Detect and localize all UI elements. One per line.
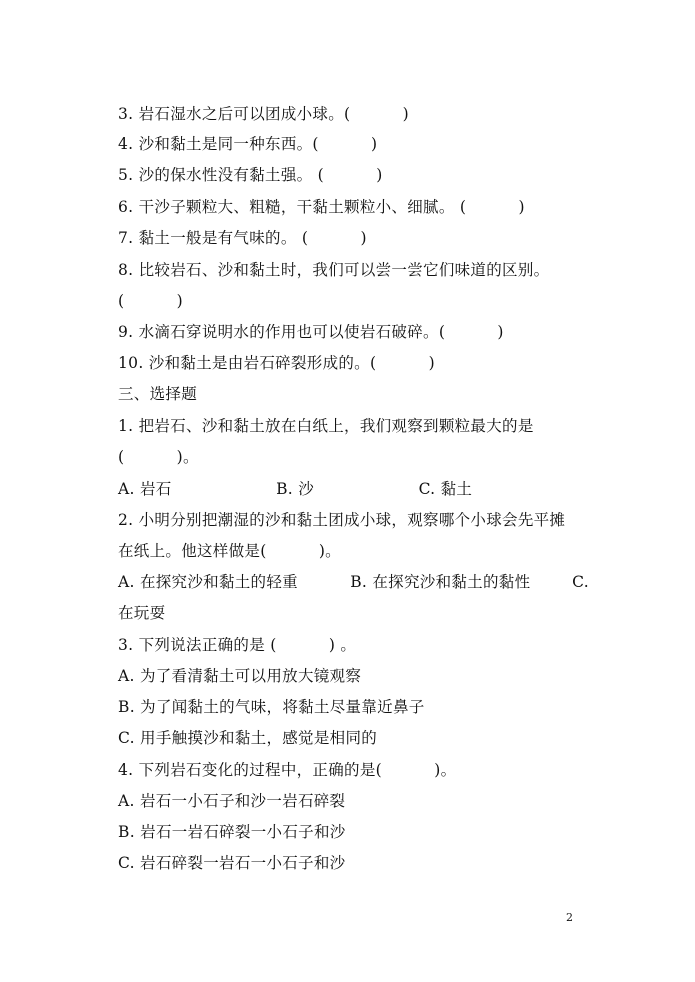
judgment-item-8: 8. 比较岩石、沙和黏土时，我们可以尝一尝它们味道的区别。 — [118, 261, 550, 279]
choice-question-1-blank: ( )。 — [118, 448, 199, 466]
choice-question-1-options: A. 岩石 B. 沙 C. 黏土 — [118, 480, 473, 498]
judgment-item-9: 9. 水滴石穿说明水的作用也可以使岩石破碎。( ) — [118, 323, 504, 341]
choice-question-2-cont: 在纸上。他这样做是( )。 — [118, 542, 341, 560]
choice-question-4: 4. 下列岩石变化的过程中，正确的是( )。 — [118, 761, 457, 779]
choice-question-4-option-a: A. 岩石一小石子和沙一岩石碎裂 — [118, 792, 346, 810]
choice-question-4-option-b: B. 岩石一岩石碎裂一小石子和沙 — [118, 823, 346, 841]
judgment-item-6: 6. 干沙子颗粒大、粗糙，干黏土颗粒小、细腻。 ( ) — [118, 198, 525, 216]
section-heading-choice: 三、选择题 — [118, 385, 198, 403]
judgment-item-7: 7. 黏土一般是有气味的。 ( ) — [118, 229, 367, 247]
judgment-item-5: 5. 沙的保水性没有黏土强。 ( ) — [118, 166, 383, 184]
choice-question-2-options: A. 在探究沙和黏土的轻重 B. 在探究沙和黏土的黏性 C. — [118, 573, 590, 591]
choice-question-3: 3. 下列说法正确的是 ( ) 。 — [118, 636, 357, 654]
choice-question-3-option-b: B. 为了闻黏土的气味，将黏土尽量靠近鼻子 — [118, 698, 425, 716]
page-number: 2 — [566, 911, 573, 924]
judgment-item-10: 10. 沙和黏土是由岩石碎裂形成的。( ) — [118, 354, 435, 372]
choice-question-4-option-c: C. 岩石碎裂一岩石一小石子和沙 — [118, 854, 346, 872]
choice-question-1: 1. 把岩石、沙和黏土放在白纸上，我们观察到颗粒最大的是 — [118, 417, 534, 435]
choice-question-2: 2. 小明分别把潮湿的沙和黏土团成小球，观察哪个小球会先平摊 — [118, 511, 566, 529]
judgment-item-4: 4. 沙和黏土是同一种东西。( ) — [118, 135, 378, 153]
choice-question-3-option-c: C. 用手触摸沙和黏土，感觉是相同的 — [118, 729, 378, 747]
choice-question-2-option-c: 在玩耍 — [118, 604, 166, 622]
judgment-item-8-blank: ( ) — [118, 292, 183, 310]
judgment-item-3: 3. 岩石湿水之后可以团成小球。( ) — [118, 105, 409, 123]
choice-question-3-option-a: A. 为了看清黏土可以用放大镜观察 — [118, 667, 362, 685]
